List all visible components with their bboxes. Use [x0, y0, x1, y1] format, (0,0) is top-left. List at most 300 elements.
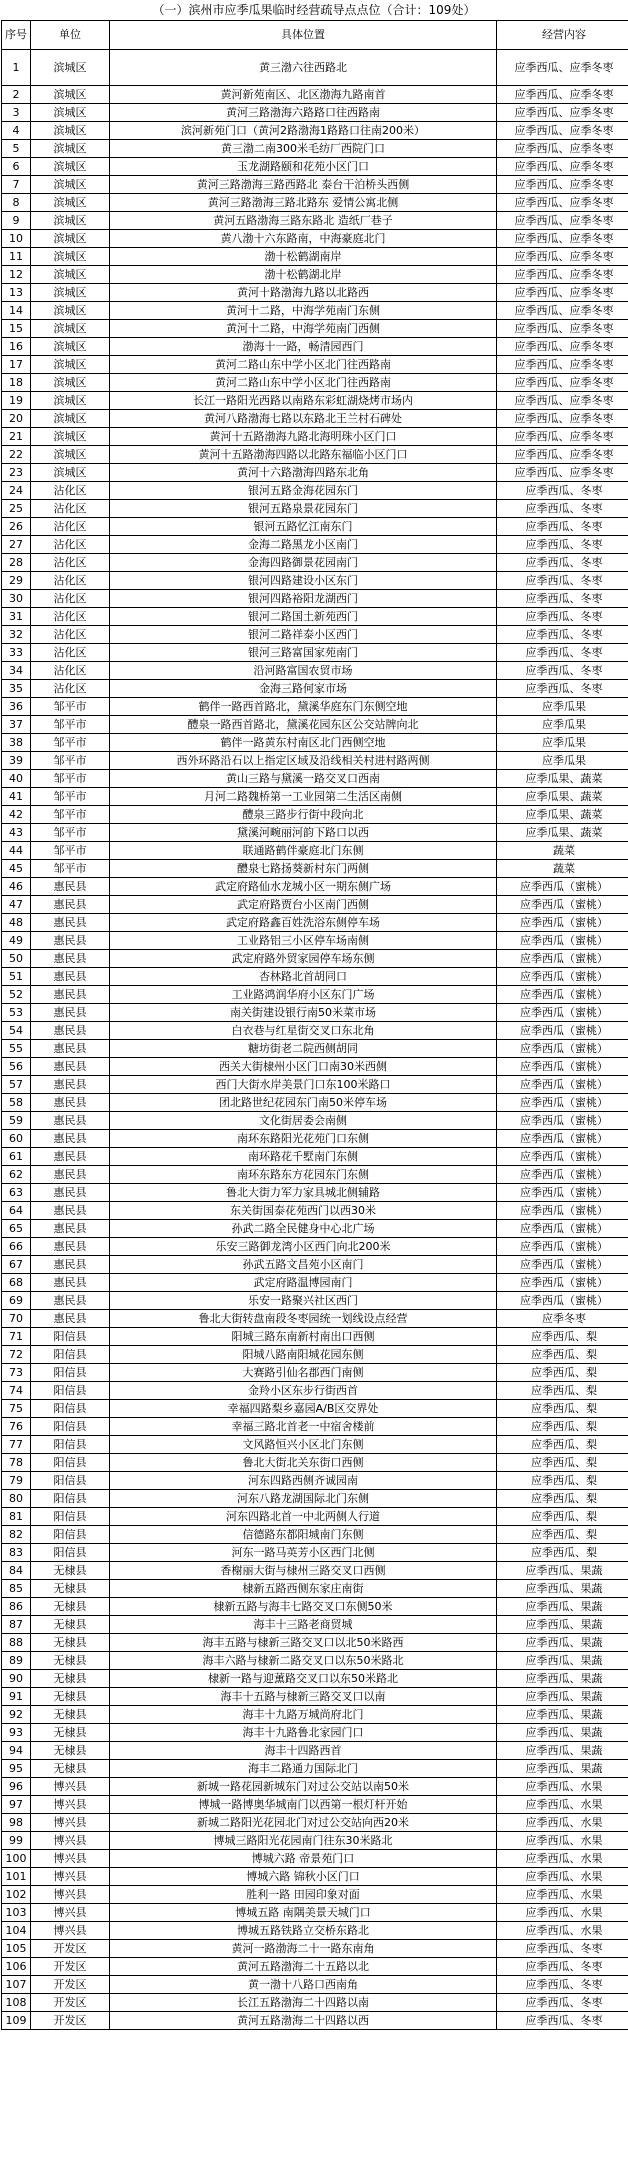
cell-unit: 沾化区 — [31, 662, 110, 680]
cell-index: 93 — [2, 1724, 31, 1742]
cell-location: 新城二路阳光花园北门对过公交站向西20米 — [110, 1814, 497, 1832]
cell-location: 醴泉一路西首路北，黛溪花园东区公交站牌向北 — [110, 716, 497, 734]
cell-location: 乐安三路御龙湾小区西门向北200米 — [110, 1238, 497, 1256]
cell-content: 应季西瓜、应季冬枣 — [497, 176, 628, 194]
table-row — [2, 572, 628, 590]
cell-unit: 滨城区 — [31, 50, 110, 86]
cell-unit: 惠民县 — [31, 1130, 110, 1148]
table-row — [2, 248, 628, 266]
cell-unit: 博兴县 — [31, 1832, 110, 1850]
cell-unit: 滨城区 — [31, 410, 110, 428]
cell-location: 武定府路鑫百姓洗浴东侧停车场 — [110, 914, 497, 932]
cell-unit: 惠民县 — [31, 1058, 110, 1076]
cell-unit: 开发区 — [31, 2012, 110, 2030]
cell-unit: 无棣县 — [31, 1760, 110, 1778]
cell-unit: 滨城区 — [31, 302, 110, 320]
cell-content: 应季西瓜、水果 — [497, 1850, 628, 1868]
cell-content: 应季西瓜（蜜桃） — [497, 1274, 628, 1292]
cell-index: 46 — [2, 878, 31, 896]
cell-content: 应季西瓜、应季冬枣 — [497, 320, 628, 338]
cell-content: 应季西瓜（蜜桃） — [497, 896, 628, 914]
cell-content: 应季西瓜、梨 — [497, 1436, 628, 1454]
cell-index: 75 — [2, 1400, 31, 1418]
cell-unit: 邹平市 — [31, 698, 110, 716]
table-row — [2, 1418, 628, 1436]
cell-content: 应季西瓜（蜜桃） — [497, 986, 628, 1004]
cell-content: 应季西瓜、冬枣 — [497, 608, 628, 626]
cell-unit: 博兴县 — [31, 1886, 110, 1904]
table-row — [2, 518, 628, 536]
cell-index: 30 — [2, 590, 31, 608]
table-row — [2, 1688, 628, 1706]
cell-index: 48 — [2, 914, 31, 932]
cell-index: 25 — [2, 500, 31, 518]
cell-unit: 滨城区 — [31, 212, 110, 230]
cell-content: 应季西瓜、应季冬枣 — [497, 50, 628, 86]
table-row — [2, 284, 628, 302]
cell-unit: 邹平市 — [31, 734, 110, 752]
table-row — [2, 230, 628, 248]
cell-unit: 沾化区 — [31, 590, 110, 608]
table-row — [2, 104, 628, 122]
cell-index: 28 — [2, 554, 31, 572]
table-row — [2, 608, 628, 626]
cell-content: 应季西瓜、冬枣 — [497, 590, 628, 608]
cell-unit: 惠民县 — [31, 1022, 110, 1040]
table-row — [2, 1940, 628, 1958]
cell-content: 应季西瓜（蜜桃） — [497, 968, 628, 986]
cell-content: 应季西瓜、应季冬枣 — [497, 302, 628, 320]
cell-index: 109 — [2, 2012, 31, 2030]
cell-index: 39 — [2, 752, 31, 770]
cell-index: 10 — [2, 230, 31, 248]
cell-index: 26 — [2, 518, 31, 536]
cell-location: 胜利一路 田园印象对面 — [110, 1886, 497, 1904]
cell-content: 应季西瓜、梨 — [497, 1490, 628, 1508]
cell-location: 棣新五路与海丰七路交叉口东侧50米 — [110, 1598, 497, 1616]
cell-content: 应季西瓜、冬枣 — [497, 500, 628, 518]
header-unit: 单位 — [31, 21, 110, 50]
cell-location: 银河二路祥泰小区西门 — [110, 626, 497, 644]
cell-unit: 阳信县 — [31, 1508, 110, 1526]
cell-content: 应季瓜果、蔬菜 — [497, 824, 628, 842]
cell-index: 19 — [2, 392, 31, 410]
table-row — [2, 626, 628, 644]
cell-index: 64 — [2, 1202, 31, 1220]
cell-location: 阳城八路南阳城花园东侧 — [110, 1346, 497, 1364]
stall-location-table — [1, 20, 628, 2030]
cell-index: 103 — [2, 1904, 31, 1922]
table-row — [2, 1436, 628, 1454]
cell-index: 41 — [2, 788, 31, 806]
cell-unit: 邹平市 — [31, 842, 110, 860]
table-row — [2, 842, 628, 860]
cell-content: 应季西瓜、果蔬 — [497, 1670, 628, 1688]
cell-index: 4 — [2, 122, 31, 140]
table-row — [2, 644, 628, 662]
cell-index: 88 — [2, 1634, 31, 1652]
cell-content: 应季西瓜、梨 — [497, 1418, 628, 1436]
cell-unit: 滨城区 — [31, 338, 110, 356]
table-row — [2, 716, 628, 734]
cell-unit: 滨城区 — [31, 266, 110, 284]
cell-unit: 邹平市 — [31, 788, 110, 806]
cell-unit: 沾化区 — [31, 536, 110, 554]
cell-index: 54 — [2, 1022, 31, 1040]
cell-unit: 沾化区 — [31, 554, 110, 572]
cell-index: 58 — [2, 1094, 31, 1112]
cell-unit: 滨城区 — [31, 392, 110, 410]
cell-unit: 开发区 — [31, 1994, 110, 2012]
cell-index: 78 — [2, 1454, 31, 1472]
table-row — [2, 1598, 628, 1616]
cell-unit: 阳信县 — [31, 1418, 110, 1436]
cell-unit: 滨城区 — [31, 194, 110, 212]
cell-location: 南环东路阳光花苑门口东侧 — [110, 1130, 497, 1148]
cell-index: 52 — [2, 986, 31, 1004]
cell-location: 银河五路金海花园东门 — [110, 482, 497, 500]
cell-unit: 沾化区 — [31, 518, 110, 536]
table-row — [2, 752, 628, 770]
cell-content: 应季西瓜、梨 — [497, 1472, 628, 1490]
cell-content: 蔬菜 — [497, 860, 628, 878]
table-row — [2, 734, 628, 752]
table-row — [2, 464, 628, 482]
table-row — [2, 1472, 628, 1490]
cell-index: 69 — [2, 1292, 31, 1310]
table-row — [2, 428, 628, 446]
cell-index: 51 — [2, 968, 31, 986]
cell-unit: 惠民县 — [31, 1202, 110, 1220]
table-row — [2, 1112, 628, 1130]
cell-unit: 开发区 — [31, 1976, 110, 1994]
table-row — [2, 1004, 628, 1022]
cell-unit: 惠民县 — [31, 896, 110, 914]
cell-location: 银河二路国土新苑西门 — [110, 608, 497, 626]
cell-location: 南关街建设银行南50米菜市场 — [110, 1004, 497, 1022]
cell-index: 55 — [2, 1040, 31, 1058]
table-row — [2, 86, 628, 104]
table-row — [2, 1166, 628, 1184]
table-row — [2, 1814, 628, 1832]
header-row — [2, 21, 628, 50]
cell-location: 海丰十九路万城尚府北门 — [110, 1706, 497, 1724]
cell-index: 62 — [2, 1166, 31, 1184]
table-row — [2, 266, 628, 284]
cell-content: 应季西瓜、冬枣 — [497, 1958, 628, 1976]
cell-location: 南环东路东方花园东门东侧 — [110, 1166, 497, 1184]
cell-location: 黄河八路渤海七路以东路北王兰村石碑处 — [110, 410, 497, 428]
table-row — [2, 176, 628, 194]
cell-content: 应季西瓜、冬枣 — [497, 554, 628, 572]
cell-content: 应季瓜果、蔬菜 — [497, 788, 628, 806]
table-row — [2, 1868, 628, 1886]
cell-location: 海丰十四路西首 — [110, 1742, 497, 1760]
cell-unit: 惠民县 — [31, 1184, 110, 1202]
cell-index: 82 — [2, 1526, 31, 1544]
cell-index: 33 — [2, 644, 31, 662]
table-row — [2, 824, 628, 842]
cell-content: 应季西瓜、应季冬枣 — [497, 212, 628, 230]
cell-location: 金海三路何家市场 — [110, 680, 497, 698]
cell-index: 56 — [2, 1058, 31, 1076]
cell-content: 应季西瓜、应季冬枣 — [497, 374, 628, 392]
cell-content: 应季西瓜（蜜桃） — [497, 1076, 628, 1094]
cell-content: 应季西瓜、应季冬枣 — [497, 446, 628, 464]
table-row — [2, 1922, 628, 1940]
cell-unit: 阳信县 — [31, 1400, 110, 1418]
cell-index: 92 — [2, 1706, 31, 1724]
cell-content: 应季西瓜、应季冬枣 — [497, 104, 628, 122]
cell-index: 1 — [2, 50, 31, 86]
cell-unit: 沾化区 — [31, 608, 110, 626]
cell-location: 金羚小区东步行街西首 — [110, 1382, 497, 1400]
cell-content: 应季西瓜、冬枣 — [497, 482, 628, 500]
cell-location: 糖坊街老二院西侧胡同 — [110, 1040, 497, 1058]
cell-location: 金海二路黑龙小区南门 — [110, 536, 497, 554]
table-row — [2, 500, 628, 518]
cell-location: 博城六路 帝景苑门口 — [110, 1850, 497, 1868]
cell-content: 应季西瓜、应季冬枣 — [497, 410, 628, 428]
cell-index: 15 — [2, 320, 31, 338]
cell-content: 应季西瓜、应季冬枣 — [497, 266, 628, 284]
cell-location: 海丰十三路老商贸城 — [110, 1616, 497, 1634]
cell-location: 黄河一路渤海二十一路东南角 — [110, 1940, 497, 1958]
cell-index: 47 — [2, 896, 31, 914]
cell-index: 102 — [2, 1886, 31, 1904]
cell-location: 武定府路温博园南门 — [110, 1274, 497, 1292]
cell-index: 83 — [2, 1544, 31, 1562]
cell-content: 应季西瓜（蜜桃） — [497, 1094, 628, 1112]
table-row — [2, 1670, 628, 1688]
cell-index: 72 — [2, 1346, 31, 1364]
cell-content: 应季西瓜、果蔬 — [497, 1562, 628, 1580]
cell-index: 8 — [2, 194, 31, 212]
table-row — [2, 1400, 628, 1418]
cell-unit: 惠民县 — [31, 1166, 110, 1184]
table-row — [2, 698, 628, 716]
cell-location: 海丰六路与棣新二路交叉口以东50米路北 — [110, 1652, 497, 1670]
cell-location: 长江一路阳光西路以南路东彩虹湖烧烤市场内 — [110, 392, 497, 410]
cell-location: 黄河十六路渤海四路东北角 — [110, 464, 497, 482]
header-index: 序号 — [2, 21, 31, 50]
cell-index: 106 — [2, 1958, 31, 1976]
cell-unit: 阳信县 — [31, 1436, 110, 1454]
cell-unit: 惠民县 — [31, 1220, 110, 1238]
cell-index: 2 — [2, 86, 31, 104]
table-row — [2, 1292, 628, 1310]
cell-unit: 邹平市 — [31, 806, 110, 824]
cell-unit: 无棣县 — [31, 1688, 110, 1706]
cell-content: 应季西瓜、应季冬枣 — [497, 140, 628, 158]
table-row — [2, 1508, 628, 1526]
cell-content: 应季西瓜、应季冬枣 — [497, 122, 628, 140]
cell-content: 应季西瓜（蜜桃） — [497, 1166, 628, 1184]
cell-unit: 滨城区 — [31, 122, 110, 140]
cell-content: 应季西瓜、应季冬枣 — [497, 284, 628, 302]
cell-unit: 惠民县 — [31, 1292, 110, 1310]
cell-unit: 滨城区 — [31, 86, 110, 104]
cell-index: 71 — [2, 1328, 31, 1346]
cell-unit: 阳信县 — [31, 1490, 110, 1508]
table-row — [2, 1346, 628, 1364]
cell-unit: 惠民县 — [31, 1112, 110, 1130]
cell-unit: 惠民县 — [31, 1040, 110, 1058]
table-row — [2, 1634, 628, 1652]
cell-unit: 邹平市 — [31, 860, 110, 878]
cell-unit: 阳信县 — [31, 1346, 110, 1364]
cell-location: 黄河十二路，中海学苑南门东侧 — [110, 302, 497, 320]
table-row — [2, 1382, 628, 1400]
cell-content: 应季西瓜、冬枣 — [497, 644, 628, 662]
cell-index: 11 — [2, 248, 31, 266]
cell-location: 博城三路阳光花园南门往东30米路北 — [110, 1832, 497, 1850]
cell-unit: 滨城区 — [31, 374, 110, 392]
cell-content: 应季西瓜、果蔬 — [497, 1634, 628, 1652]
cell-index: 42 — [2, 806, 31, 824]
cell-index: 74 — [2, 1382, 31, 1400]
cell-location: 黄河十五路渤海四路以北路东福临小区门口 — [110, 446, 497, 464]
cell-unit: 沾化区 — [31, 680, 110, 698]
table-row — [2, 1202, 628, 1220]
cell-location: 河东八路龙湖国际北门东侧 — [110, 1490, 497, 1508]
cell-index: 105 — [2, 1940, 31, 1958]
cell-location: 鲁北大街北关东街口西侧 — [110, 1454, 497, 1472]
cell-index: 104 — [2, 1922, 31, 1940]
table-caption: （一）滨州市应季瓜果临时经营疏导点点位（合计：109处） — [152, 3, 476, 17]
table-row — [2, 662, 628, 680]
cell-location: 银河四路裕阳龙湖西门 — [110, 590, 497, 608]
cell-location: 西门大街水岸美景门口东100米路口 — [110, 1076, 497, 1094]
cell-location: 河东四路北首一中北两侧人行道 — [110, 1508, 497, 1526]
table-row — [2, 1184, 628, 1202]
cell-location: 博城六路 锦秋小区门口 — [110, 1868, 497, 1886]
cell-index: 24 — [2, 482, 31, 500]
cell-index: 45 — [2, 860, 31, 878]
cell-location: 文风路恒兴小区北门东侧 — [110, 1436, 497, 1454]
table-row — [2, 986, 628, 1004]
cell-unit: 惠民县 — [31, 878, 110, 896]
cell-unit: 沾化区 — [31, 500, 110, 518]
table-row — [2, 1148, 628, 1166]
cell-unit: 滨城区 — [31, 230, 110, 248]
cell-content: 应季西瓜、应季冬枣 — [497, 356, 628, 374]
table-row — [2, 896, 628, 914]
cell-location: 黄河五路渤海二十五路以北 — [110, 1958, 497, 1976]
cell-location: 醴泉三路步行街中段向北 — [110, 806, 497, 824]
cell-location: 乐安一路聚兴社区西门 — [110, 1292, 497, 1310]
cell-location: 西外环路沿石以上指定区域及沿线相关村进村路两侧 — [110, 752, 497, 770]
cell-index: 32 — [2, 626, 31, 644]
cell-content: 应季西瓜（蜜桃） — [497, 932, 628, 950]
cell-location: 银河五路忆江南东门 — [110, 518, 497, 536]
cell-index: 40 — [2, 770, 31, 788]
cell-index: 36 — [2, 698, 31, 716]
cell-location: 东关街国泰花苑西门以西30米 — [110, 1202, 497, 1220]
table-row — [2, 1238, 628, 1256]
table-row — [2, 446, 628, 464]
cell-content: 应季冬枣 — [497, 1310, 628, 1328]
cell-index: 99 — [2, 1832, 31, 1850]
table-row — [2, 1544, 628, 1562]
cell-content: 应季西瓜、冬枣 — [497, 518, 628, 536]
table-row — [2, 194, 628, 212]
cell-unit: 开发区 — [31, 1958, 110, 1976]
cell-location: 武定府路外贸家园停车场东侧 — [110, 950, 497, 968]
table-row — [2, 392, 628, 410]
cell-content: 应季西瓜、水果 — [497, 1796, 628, 1814]
cell-content: 应季西瓜、应季冬枣 — [497, 464, 628, 482]
cell-location: 南环路花千墅南门东侧 — [110, 1148, 497, 1166]
cell-content: 应季西瓜、应季冬枣 — [497, 86, 628, 104]
cell-index: 73 — [2, 1364, 31, 1382]
cell-unit: 惠民县 — [31, 914, 110, 932]
cell-location: 文化街居委会南侧 — [110, 1112, 497, 1130]
cell-index: 77 — [2, 1436, 31, 1454]
table-row — [2, 1256, 628, 1274]
cell-content: 应季西瓜、梨 — [497, 1346, 628, 1364]
cell-unit: 滨城区 — [31, 248, 110, 266]
cell-index: 98 — [2, 1814, 31, 1832]
cell-content: 应季西瓜、果蔬 — [497, 1616, 628, 1634]
cell-location: 鹤伴一路西首路北，黛溪华庭东门东侧空地 — [110, 698, 497, 716]
cell-unit: 滨城区 — [31, 320, 110, 338]
cell-index: 79 — [2, 1472, 31, 1490]
cell-location: 黄三渤六往西路北 — [110, 50, 497, 86]
cell-location: 黄河十五路渤海九路北海明珠小区门口 — [110, 428, 497, 446]
cell-content: 应季西瓜、梨 — [497, 1382, 628, 1400]
cell-unit: 无棣县 — [31, 1724, 110, 1742]
cell-content: 应季西瓜、应季冬枣 — [497, 230, 628, 248]
table-row — [2, 1454, 628, 1472]
cell-location: 幸福四路梨乡嘉园A/B区交界处 — [110, 1400, 497, 1418]
cell-index: 81 — [2, 1508, 31, 1526]
table-row — [2, 860, 628, 878]
cell-location: 月河二路魏桥第一工业园第二生活区南侧 — [110, 788, 497, 806]
cell-index: 84 — [2, 1562, 31, 1580]
cell-unit: 阳信县 — [31, 1364, 110, 1382]
cell-content: 应季西瓜、梨 — [497, 1364, 628, 1382]
cell-location: 沿河路富国农贸市场 — [110, 662, 497, 680]
cell-index: 29 — [2, 572, 31, 590]
cell-location: 博城五路铁路立交桥东路北 — [110, 1922, 497, 1940]
cell-index: 86 — [2, 1598, 31, 1616]
table-row — [2, 158, 628, 176]
cell-index: 31 — [2, 608, 31, 626]
cell-unit: 沾化区 — [31, 572, 110, 590]
table-row — [2, 1580, 628, 1598]
cell-index: 50 — [2, 950, 31, 968]
cell-unit: 沾化区 — [31, 626, 110, 644]
table-row — [2, 212, 628, 230]
cell-content: 应季西瓜（蜜桃） — [497, 878, 628, 896]
cell-location: 渤十松鹤湖北岸 — [110, 266, 497, 284]
table-row — [2, 1886, 628, 1904]
cell-content: 应季西瓜、冬枣 — [497, 536, 628, 554]
table-row — [2, 770, 628, 788]
cell-content: 蔬菜 — [497, 842, 628, 860]
cell-content: 应季西瓜（蜜桃） — [497, 1292, 628, 1310]
cell-location: 黄河三路渤海三路北路东 爱情公寓北侧 — [110, 194, 497, 212]
cell-unit: 惠民县 — [31, 1310, 110, 1328]
cell-location: 银河四路建设小区东门 — [110, 572, 497, 590]
table-row — [2, 806, 628, 824]
cell-content: 应季西瓜、应季冬枣 — [497, 428, 628, 446]
table-row — [2, 1994, 628, 2012]
cell-location: 黛溪河畹丽河韵下路口以西 — [110, 824, 497, 842]
cell-unit: 沾化区 — [31, 644, 110, 662]
cell-content: 应季西瓜（蜜桃） — [497, 1022, 628, 1040]
